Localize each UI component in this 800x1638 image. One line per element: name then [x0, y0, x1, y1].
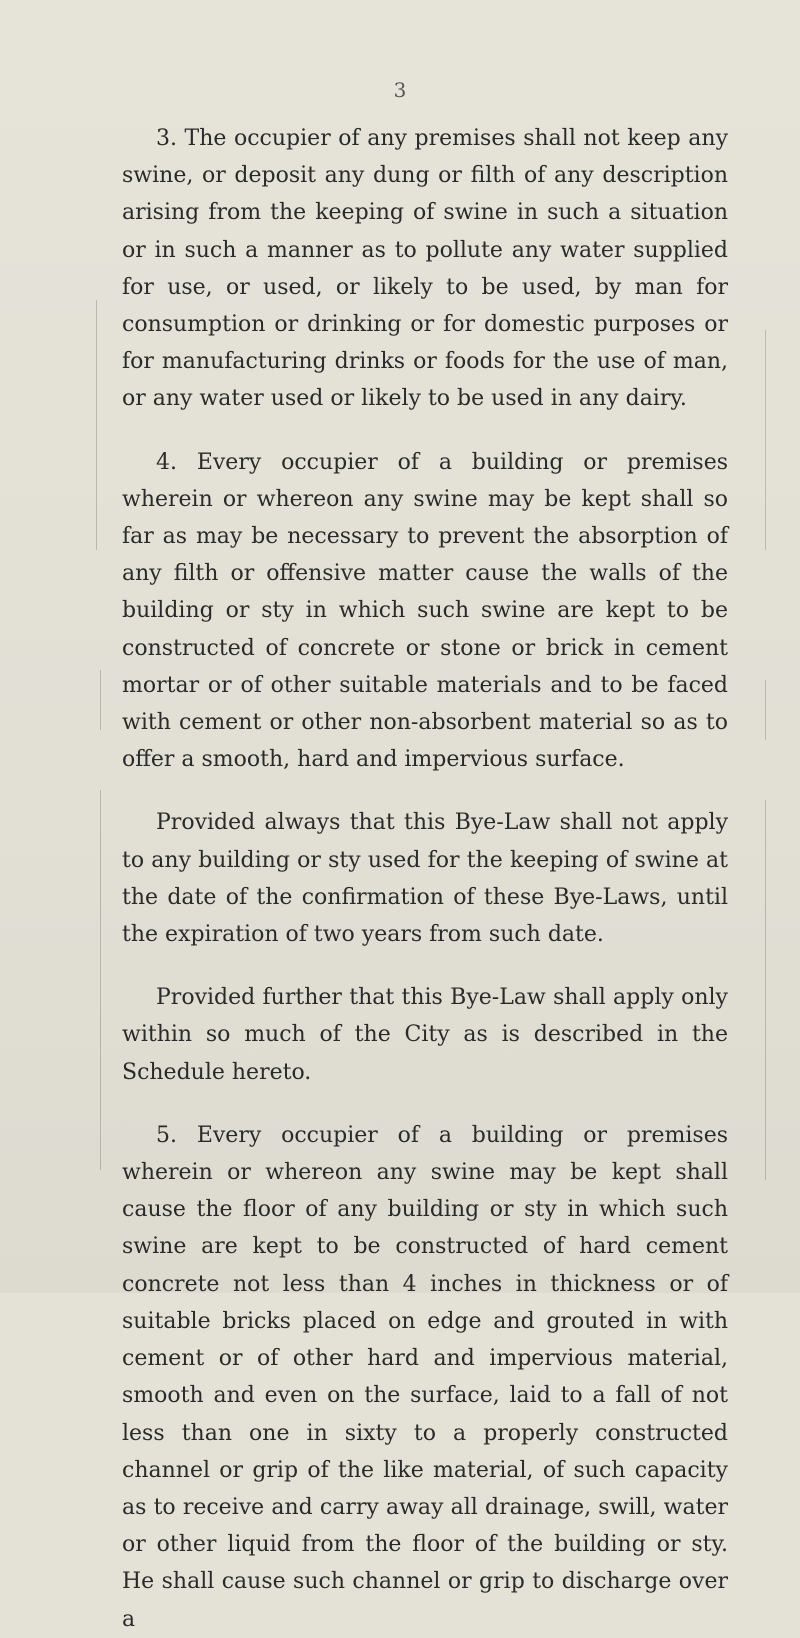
bleed-through-mark	[100, 670, 101, 730]
paragraph-section-4: 4. Every occupier of a building or premises wherein or whereon any swine may be kept shall so far as may be necessary to prevent the absorption of any filth or offensive matter cause the walls of the building or sty in which such swine are kept to be constructed of concrete or stone or brick in cement mortar or of other suitable materials and to be faced with cement or other non-absorbent material so as to offer a smooth, hard and impervious surface.	[122, 449, 728, 773]
paragraph-proviso-2: Provided further that this Bye-Law shall apply only within so much of the City as is described in the Schedule hereto.	[122, 985, 728, 1085]
body-text	[122, 120, 728, 1638]
paragraph-proviso-1: Provided always that this Bye-Law shall not apply to any building or sty used for the keeping of swine at the date of the confirmation of these Bye-Laws, until the expiration of two years from such date.	[122, 810, 728, 948]
bleed-through-mark	[96, 300, 97, 550]
paragraph-section-5: 5. Every occupier of a building or premises wherein or whereon any swine may be kept shall cause the floor of any building or sty in which such swine are kept to be constructed of hard cement concrete not less than 4 inches in thickness or of suitable bricks placed on edge and grouted in with cement or of other hard and impervious material, smooth and even on the surface, laid to a fall of not less than one in sixty to a properly constructed channel or grip of the like material, of such capacity as to receive and carry away all drainage, swill, water or other liquid from the floor of the building or sty. He shall cause such channel or grip to discharge over a	[122, 1122, 728, 1632]
bleed-through-mark	[765, 330, 766, 550]
bleed-through-mark	[100, 790, 101, 1170]
bleed-through-mark	[765, 800, 766, 1180]
paragraph-section-3: 3. The occupier of any premises shall not keep any swine, or deposit any dung or filth of any description arising from the keeping of swine in such a situation or in such a manner as to pollute any water supplied for use, or used, or likely to be used, by man for consumption or drinking or for domestic purposes or for manufacturing drinks or foods for the use of man, or any water used or likely to be used in any dairy.	[122, 126, 728, 412]
page-number: 3	[393, 78, 407, 102]
bleed-through-mark	[765, 680, 766, 740]
